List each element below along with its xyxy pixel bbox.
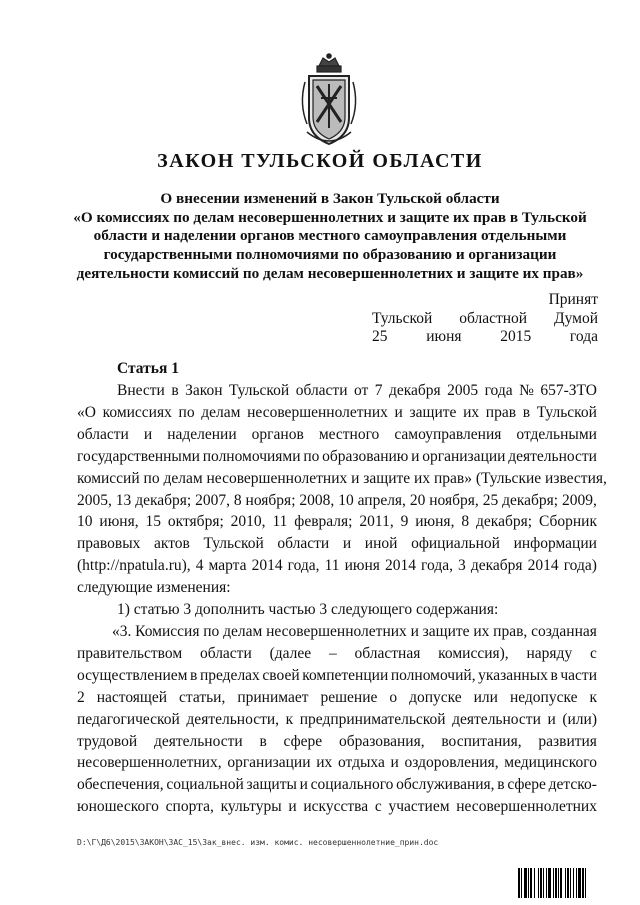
body-word: их [463, 403, 480, 421]
body-word: к [589, 688, 597, 706]
body-line [77, 468, 607, 490]
body-line [77, 555, 597, 577]
body-word: допуске [409, 688, 462, 706]
body-word: 10 [77, 513, 93, 531]
body-word: недопуске [509, 688, 578, 706]
body-line [77, 796, 597, 818]
body-word: правительством [77, 644, 183, 662]
body-line [77, 599, 597, 621]
body-word: года, [287, 557, 320, 575]
body-word: 7 [374, 382, 383, 399]
body-word: делам [201, 403, 241, 421]
body-word: областная [354, 644, 421, 662]
body-word: деятельности [508, 447, 597, 465]
body-word: 15 [145, 513, 161, 531]
body-word: части [560, 666, 597, 684]
body-word: области [77, 425, 129, 443]
body-word: 9 [400, 513, 409, 531]
body-word: 13 [115, 491, 132, 509]
body-line [77, 533, 597, 555]
body-word: организации [422, 447, 506, 465]
body-word: развития [538, 732, 597, 750]
body-word: с [590, 644, 597, 662]
body-word: – [328, 644, 337, 662]
body-line [77, 643, 597, 665]
body-word: сфере [283, 732, 323, 750]
body-word: отдыха [337, 754, 385, 772]
body-word: (далее [269, 644, 312, 662]
body-word: местного [318, 425, 380, 443]
body-word: прав [485, 403, 517, 421]
body-word: и [342, 535, 352, 553]
body-word: декабря [470, 557, 523, 575]
subtitle-line: О внесении изменений в Закон Тульской области [160, 190, 500, 207]
body-word: комиссия), [438, 644, 509, 662]
body-word: образованию [322, 447, 409, 465]
body-word: Тульской [536, 403, 597, 421]
body-word: и [547, 710, 556, 728]
body-word: искусства [303, 798, 369, 816]
body-word: защите [409, 403, 457, 421]
body-word: полномочий, [390, 666, 476, 684]
body-word: правовых [77, 535, 141, 553]
body-line [77, 731, 597, 753]
body-word: 2 [77, 688, 85, 706]
body-word: 2014 [251, 557, 283, 575]
file-path-footer: D:\Г\Д6\2015\ЗАКОН\ЗАС_15\Зак_внес. изм. комис. несовершеннолетние_прин.doc [77, 838, 439, 847]
body-word: года) [563, 557, 597, 575]
body-word: по [203, 622, 220, 640]
body-word: 20 [409, 491, 426, 509]
body-word: в [497, 776, 505, 794]
body-line [77, 774, 597, 796]
body-line [77, 665, 597, 687]
body-word: с [374, 798, 382, 816]
body-word: декабря; [476, 513, 533, 531]
body-word: образования, [338, 732, 425, 750]
body-word: февраля; [294, 513, 353, 531]
article-heading: Статья 1 [117, 360, 179, 377]
body-line [77, 446, 597, 468]
body-word: статьи, [179, 688, 226, 706]
body-word: 3 [458, 557, 466, 575]
body-line [77, 752, 597, 774]
body-word: обеспечения, [77, 776, 164, 794]
body-word: деятельности [153, 732, 243, 750]
body-word: предпринимательской [299, 710, 446, 728]
body-word: делам [223, 622, 263, 640]
body-word: и [410, 622, 419, 640]
body-word: государственными [77, 447, 200, 465]
body-word: года, [421, 557, 453, 575]
body-word: прав, [493, 622, 528, 640]
body-line [77, 380, 597, 402]
body-word: социального [310, 776, 394, 794]
body-word: решение [320, 688, 378, 706]
body-word: несовершеннолетних, [77, 754, 222, 772]
body-line [77, 621, 597, 643]
body-word: сфере [507, 776, 546, 794]
body-word: 2009, [562, 491, 597, 509]
body-word: и [143, 425, 153, 443]
body-word: актов [154, 535, 190, 553]
body-word: 2011, [359, 513, 394, 531]
body-word: марта [208, 557, 247, 575]
article-body [77, 380, 607, 818]
body-word: наделении [167, 425, 237, 443]
body-word: в [171, 382, 179, 399]
body-word: области [277, 535, 330, 553]
body-line-text: 1) статью 3 дополнить частью 3 следующего содержания: [117, 601, 499, 619]
body-word: комиссиях [102, 403, 172, 421]
body-word: 2014 [527, 557, 559, 575]
adopted-word: Думой [554, 309, 598, 327]
body-word: социальной [166, 776, 244, 794]
body-word: к [285, 710, 294, 728]
body-word: 10 [338, 491, 354, 509]
subtitle-line: деятельности комиссий по делам несовершеннолетних и защите их прав» [76, 264, 584, 282]
body-word: июня, [99, 513, 139, 531]
body-word: педагогической [77, 710, 180, 728]
body-word: принимает [237, 688, 309, 706]
body-word: официальной [411, 535, 500, 553]
body-word: в [190, 666, 198, 684]
body-word: самоуправления [394, 425, 502, 443]
body-word: года [484, 382, 513, 399]
subtitle-line: государственными полномочиями по образованию и организации [103, 246, 557, 264]
adopted-label: Принят [548, 291, 598, 308]
body-word: 8 [461, 513, 470, 531]
body-word: июня [344, 557, 380, 575]
body-word: апреля, [357, 491, 406, 509]
adopted-word: июня [426, 328, 462, 345]
body-word: пределах [199, 666, 260, 684]
body-line [77, 490, 597, 512]
body-word: о [389, 688, 398, 706]
body-word: участием [388, 798, 450, 816]
body-word: детско- [548, 776, 597, 794]
body-word: (или) [562, 710, 597, 728]
body-word: 11 [272, 513, 288, 531]
body-word: осуществлением [77, 666, 188, 684]
body-word: организации [227, 754, 311, 772]
body-word: июня, [415, 513, 455, 531]
body-word: настоящей [96, 688, 168, 706]
body-word: 2007, [195, 491, 230, 509]
body-word: их [473, 622, 490, 640]
adopted-date-line [372, 328, 598, 347]
law-title: ЗАКОН ТУЛЬСКОЙ ОБЛАСТИ [157, 150, 483, 172]
body-word: и [288, 798, 297, 816]
body-word: Закон [185, 382, 223, 399]
body-line [77, 402, 597, 424]
body-word: 25 [482, 491, 499, 509]
body-word: «3. [112, 622, 132, 640]
body-word: и [390, 754, 399, 772]
body-word: несовершеннолетних [456, 798, 597, 816]
body-word: деятельности, [186, 710, 280, 728]
body-word: несовершеннолетних [247, 403, 388, 421]
body-word: воспитания, [441, 732, 522, 750]
body-word: органов [251, 425, 304, 443]
tula-coat-of-arms-emblem [297, 52, 361, 152]
body-word: и [394, 403, 403, 421]
body-word: защите [422, 622, 470, 640]
body-word: информации [513, 535, 597, 553]
body-word: указанных [478, 666, 548, 684]
body-word: Тульской [228, 382, 290, 399]
body-word: спорта, [165, 798, 214, 816]
body-word: 11 [324, 557, 340, 575]
body-word: (http://npatula.ru), [77, 557, 191, 575]
body-word: защиты [246, 776, 297, 794]
body-word: медицинского [504, 754, 597, 772]
body-word: 2005 [447, 382, 479, 399]
law-subtitle [70, 190, 590, 284]
body-word: декабря [388, 382, 441, 399]
body-word: «О [77, 403, 96, 421]
body-line-text: следующие изменения: [77, 579, 231, 597]
body-word: по [303, 447, 320, 465]
body-word: 2010, [230, 513, 266, 531]
body-word: 2014 [384, 557, 416, 575]
body-line [77, 577, 597, 599]
subtitle-line: области и наделении органов местного самоуправления отдельными [93, 227, 567, 245]
body-word: своей [262, 666, 300, 684]
adoption-block [372, 291, 598, 347]
body-line [77, 709, 597, 731]
barcode-bar [586, 868, 588, 898]
body-word: или [473, 688, 498, 706]
adopted-word: Тульской [372, 309, 433, 327]
body-word: наряду [526, 644, 573, 662]
body-word: отдельными [516, 425, 597, 443]
body-word: компетенции [302, 666, 389, 684]
body-word: 8 [233, 491, 242, 509]
body-line [77, 687, 597, 709]
body-word: юношеского [77, 798, 159, 816]
body-word: области [295, 382, 348, 399]
body-word: созданная [531, 622, 597, 640]
barcode-image [518, 868, 624, 898]
body-word: деятельности [452, 710, 541, 728]
adopted-word: года [569, 328, 598, 345]
body-word: ноября, [429, 491, 479, 509]
body-word: полномочиями [202, 447, 301, 465]
adopted-by-line [372, 310, 598, 329]
body-word: в [522, 403, 531, 421]
body-word: их [316, 754, 333, 772]
body-line [77, 424, 597, 446]
body-word: культуры [220, 798, 282, 816]
body-word: Тульской [203, 535, 264, 553]
adopted-word: 25 [372, 328, 388, 345]
body-word: от [353, 382, 369, 399]
subtitle-line: «О комиссиях по делам несовершеннолетних и защите их прав в Тульской [73, 208, 587, 226]
body-word: декабря; [502, 491, 559, 509]
body-word: оздоровления, [404, 754, 499, 772]
body-word: 4 [195, 557, 204, 575]
body-word: 2008, [299, 491, 335, 509]
body-word: Сборник [538, 513, 597, 531]
body-word: № [519, 382, 534, 399]
body-word: по [178, 403, 195, 421]
body-word: иной [364, 535, 398, 553]
body-word: Внести [117, 382, 165, 399]
body-word: Комиссия [135, 622, 200, 640]
adopted-word: 2015 [500, 328, 532, 345]
body-word: в [259, 732, 267, 750]
body-word: декабря; [135, 491, 192, 509]
body-word: 657-ЗТО [540, 382, 597, 399]
body-word: октября; [167, 513, 224, 531]
body-word: обслуживания, [396, 776, 495, 794]
body-line-text: комиссий по делам несовершеннолетних и защите их прав» (Тульские известия, [77, 469, 607, 487]
body-word: и [411, 447, 420, 465]
body-word: ноября; [245, 491, 296, 509]
body-word: области [199, 644, 252, 662]
body-word: несовершеннолетних [266, 622, 407, 640]
body-word: трудовой [77, 732, 138, 750]
body-word: и [299, 776, 308, 794]
adopted-word: областной [459, 309, 528, 327]
body-line [77, 511, 597, 533]
body-word: в [550, 666, 558, 684]
body-word: 2005, [77, 491, 112, 509]
